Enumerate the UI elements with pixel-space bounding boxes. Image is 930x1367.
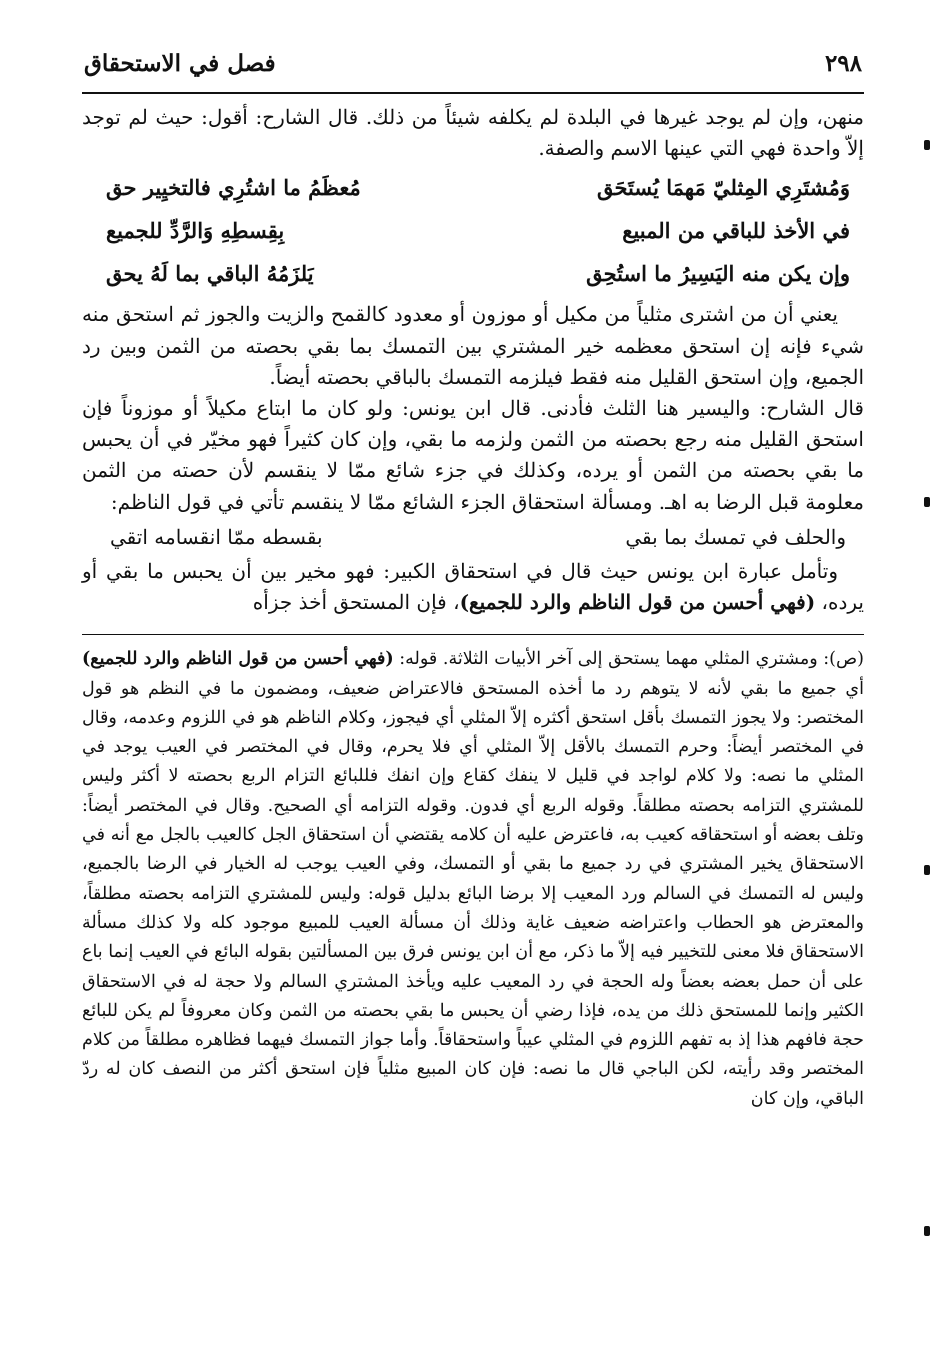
chapter-title: فصل في الاستحقاق xyxy=(84,50,276,77)
book-page xyxy=(82,50,864,1114)
commentary-paragraph xyxy=(82,645,864,1114)
paragraph-2: يعني أن من اشترى مثلياً من مكيل أو موزون أو معدود كالقمح والزيت والجوز ثم استحق منه شيء فإنه إن استحق معظمه خير المشتري بين التمسك بما بقي بحصته من الثمن وبين رد الجميع، وإن استحق القليل منه فقط فيلزمه التمسك بالباقي بحصته أيضاً. xyxy=(82,302,864,389)
verse-line xyxy=(82,209,864,252)
footnote-divider xyxy=(82,634,864,635)
scan-edge-mark xyxy=(924,1226,930,1236)
scan-edge-mark xyxy=(924,140,930,150)
verse-first-hemistich: والحلف في تمسك بما بقي xyxy=(625,524,846,549)
verse-line xyxy=(82,252,864,295)
verse-first-hemistich: وإن يكن منه اليَسِيرُ ما استُحِق xyxy=(586,261,850,287)
scan-edge-mark xyxy=(924,865,930,875)
quoted-verse xyxy=(82,518,864,556)
commentary-body: أي جميع ما بقي لأنه لا يتوهم رد ما أخذه المستحق فالاعتراض ضعيف، ومضمون ما في النظم هو قول المختصر: ولا يجوز التمسك بأقل استحق أكثره إلاّ المثلي أي فيجوز، وكلام الناظم هو في اللزوم وعدمه، وقال في المختصر أيضاً: وحرم التمسك بالأقل إلاّ المثلي أي فلا يحرم، وقال في المختصر في العيب يوجد في المثلي ما نصه: ولا كلام لواجد في قليل لا ينفك كقاع وإن انفك فللبائع التزام الربع بحصته لا أكثر وليس للمشتري التزامه بحصته مطلقاً. وقوله الربع أي فدون. وقوله التزامه أي الصحيح. وقال في المختصر أيضاً: وتلف بعضه أو استحقاقه كعيب به، فاعترض عليه أن كلامه يقتضي أن استحقاق الجل كالعيب بالجل مع أنه في الاستحقاق يخير المشتري في رد جميع ما بقي أو التمسك، وفي العيب يوجب له الخيار في الرضا بالجميع، وليس له التمسك في السالم ورد المعيب إلا برضا البائع بدليل قوله: وليس للمشتري التزامه بحصته مطلقاً، والمعترض هو الحطاب واعتراضه ضعيف غاية وذلك أن مسألة العيب للمبيع موجود كله ولا كذلك مسألة الاستحقاق فلا معنى للتخيير فيه إلاّ ما ذكر، مع أن ابن يونس فرق بين المسألتين بقوله البائع في العيب إنما باع على أن حمل بعضه بعضاً وله الحجة في رد المعيب عليه ويأخذ المشتري السالم ولا حجة له في الاستحقاق الكثير وإنما للمستحق ذلك من يده، فإذا رضي أن يحبس ما بقي بحصته من الثمن وكان معروفاً لم يكن للبائع حجة فافهم هذا إذ به تفهم اللزوم في المثلي عيباً واستحقاقاً. وأما جواز التمسك فيهما فظاهره مطلقاً من كلام المختصر وقد رأيته، لكن الباجي قال ما نصه: فإن كان المبيع مثلياً فإن استحق أكثر من النصف كان له ردّ الباقي، وإن كان xyxy=(82,678,864,1109)
paragraph-4-bold: (فهي أحسن من قول الناظم والرد للجميع) xyxy=(459,590,816,615)
scan-edge-mark xyxy=(924,497,930,507)
running-header xyxy=(82,50,864,94)
commentary-notes xyxy=(82,645,864,1114)
paragraph-4 xyxy=(82,556,864,618)
commentary-start: (ص): ومشتري المثلي مهما يستحق إلى آخر الأبيات الثلاثة. قوله: xyxy=(393,649,864,670)
verse-first-hemistich: وَمُشتَرِي المِثليّ مَهمَا يُستَحَق xyxy=(596,175,850,201)
paragraph-4-start: وتأمل عبارة ابن يونس حيث قال في استحقاق الكبير: فهو مخير بين أن يحبس ما بقي أو يرده، xyxy=(82,558,864,615)
paragraph-1: منهن، وإن لم يوجد غيرها في البلدة لم يكلفه شيئاً من ذلك. قال الشارح: أقول: حيث لم توجد إلاّ واحدة فهي التي عينها الاسم والصفة. xyxy=(82,105,864,161)
main-text xyxy=(82,102,864,618)
verse-second-hemistich: بِقِسطِهِ وَالرَّدِّ للجميع xyxy=(106,218,285,244)
verse-second-hemistich: بقسطه ممّا انقسامه اتقي xyxy=(110,524,323,549)
verse-second-hemistich: مُعظَمُ ما اشتُرِي فالتخيِير حق xyxy=(106,175,361,201)
verse-first-hemistich: في الأخذ للباقي من المبيع xyxy=(622,218,850,244)
verse-second-hemistich: يَلزَمُهُ الباقي بما لَهُ يحق xyxy=(106,261,314,287)
page-number: ٢٩٨ xyxy=(824,50,862,77)
verse-block xyxy=(82,166,864,295)
commentary-bold-quote: (فهي أحسن من قول الناظم والرد للجميع) xyxy=(82,649,394,670)
verse-line xyxy=(82,166,864,209)
paragraph-3: قال الشارح: واليسير هنا الثلث فأدنى. قال ابن يونس: ولو كان ما ابتاع مكيلاً أو موزوناً فإن استحق القليل منه رجع بحصته من الثمن ولزمه ما بقي، وإن كان كثيراً فهو مخيّر في أن يحبس ما بقي بحصته من الثمن أو يرده، وكذلك في جزء شائع ممّا لا ينقسم لأن حصته من الثمن معلومة قبل الرضا به اهـ. ومسألة استحقاق الجزء الشائع ممّا لا ينقسم تأتي في قول الناظم: xyxy=(82,396,865,514)
paragraph-4-end: ، فإن المستحق أخذ جزأه xyxy=(252,590,460,615)
